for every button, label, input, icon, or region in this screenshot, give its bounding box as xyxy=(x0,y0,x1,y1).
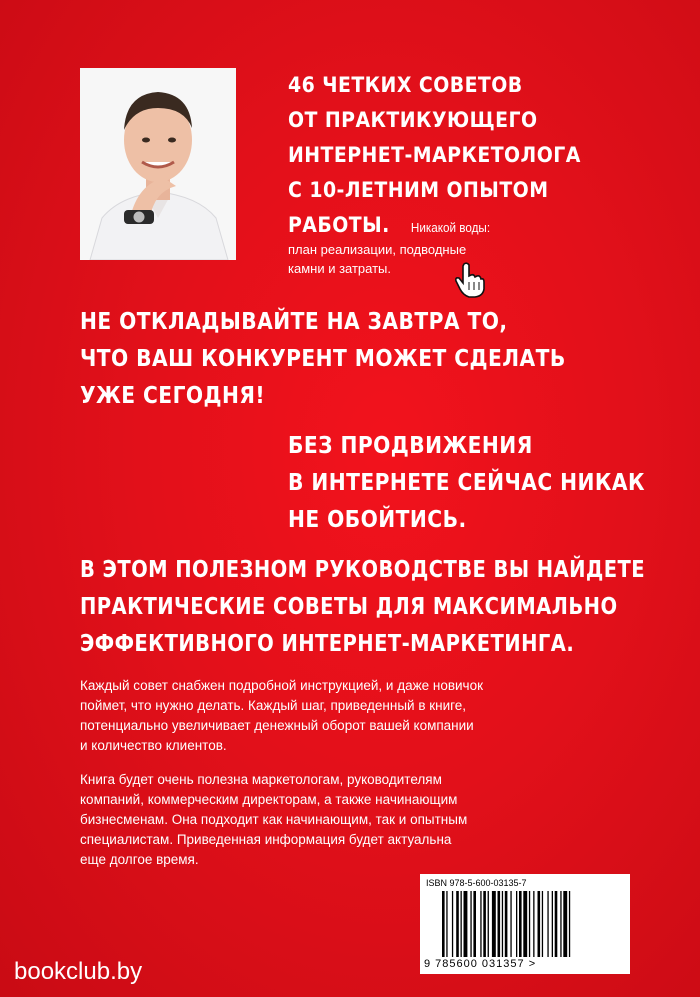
note-line: камни и затраты. xyxy=(288,261,392,276)
promo-line: НЕ ОБОЙТИСЬ. xyxy=(288,507,467,533)
guide-line: ПРАКТИЧЕСКИЕ СОВЕТЫ ДЛЯ МАКСИМАЛЬНО xyxy=(80,594,618,620)
paragraph-line: потенциально увеличивает денежный оборот вашей компании xyxy=(80,718,474,733)
paragraph-line: компаний, коммерческим директорам, а также начинающим xyxy=(80,792,458,807)
paragraph-line: Книга будет очень полезна маркетологам, руководителям xyxy=(80,772,442,787)
tips-line: ОТ ПРАКТИКУЮЩЕГО xyxy=(288,108,538,132)
promo-headline xyxy=(288,428,645,539)
promo-line: В ИНТЕРНЕТЕ СЕЙЧАС НИКАК xyxy=(288,470,646,496)
paragraph-line: поймет, что нужно делать. Каждый шаг, приведенный в книге, xyxy=(80,698,467,713)
description-paragraph-1 xyxy=(80,676,610,756)
tips-tail: Никакой воды: xyxy=(410,220,491,235)
tips-line: РАБОТЫ. xyxy=(288,213,390,237)
delay-line: ЧТО ВАШ КОНКУРЕНТ МОЖЕТ СДЕЛАТЬ xyxy=(80,346,566,372)
promo-line: БЕЗ ПРОДВИЖЕНИЯ xyxy=(288,433,533,459)
delay-line: УЖЕ СЕГОДНЯ! xyxy=(80,383,266,409)
site-watermark: bookclub.by xyxy=(14,958,143,985)
tips-line: 46 ЧЕТКИХ СОВЕТОВ xyxy=(288,73,523,97)
description-paragraph-2 xyxy=(80,770,610,870)
tips-note xyxy=(288,240,466,278)
guide-line: В ЭТОМ ПОЛЕЗНОМ РУКОВОДСТВЕ ВЫ НАЙДЕТЕ xyxy=(80,557,646,583)
paragraph-line: Каждый совет снабжен подробной инструкцией, и даже новичок xyxy=(80,678,483,693)
paragraph-line: еще долгое время. xyxy=(80,852,199,867)
delay-line: НЕ ОТКЛАДЫВАЙТЕ НА ЗАВТРА ТО, xyxy=(80,309,508,335)
guide-headline xyxy=(80,552,645,663)
tips-line: ИНТЕРНЕТ-МАРКЕТОЛОГА xyxy=(288,143,581,167)
hand-pointer-icon xyxy=(455,262,485,303)
isbn-barcode-block xyxy=(420,874,630,974)
delay-headline xyxy=(80,304,566,415)
isbn-digits: 9 785600 031357 > xyxy=(424,958,537,970)
paragraph-line: специалистам. Приведенная информация будет актуальна xyxy=(80,832,452,847)
note-line: план реализации, подводные xyxy=(288,242,467,257)
tips-headline xyxy=(288,68,581,245)
paragraph-line: и количество клиентов. xyxy=(80,738,227,753)
guide-line: ЭФФЕКТИВНОГО ИНТЕРНЕТ-МАРКЕТИНГА. xyxy=(80,631,575,657)
barcode-icon xyxy=(442,891,614,957)
tips-line: С 10-ЛЕТНИМ ОПЫТОМ xyxy=(288,178,549,202)
paragraph-line: бизнесменам. Она подходит как начинающим, так и опытным xyxy=(80,812,468,827)
isbn-label: ISBN 978-5-600-03135-7 xyxy=(426,878,527,888)
author-portrait-icon xyxy=(80,68,236,260)
author-photo xyxy=(80,68,236,260)
